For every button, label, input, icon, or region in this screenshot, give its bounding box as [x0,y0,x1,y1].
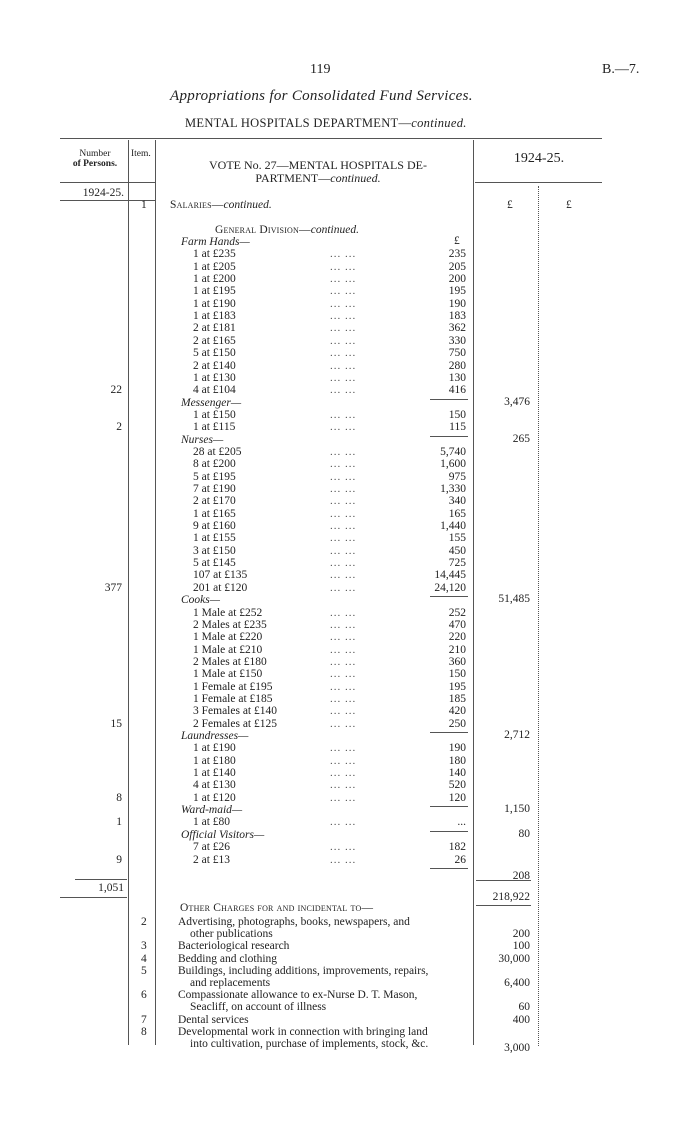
department-title: MENTAL HOSPITALS DEPARTMENT—continued. [185,116,467,130]
salary-row-label: 1 Male at £252 [193,606,263,619]
leader-dots: ... ... [330,754,357,767]
salary-row-amount: 520 [448,779,466,792]
leader-dots: ... ... [330,334,357,347]
salary-row-amount: 190 [448,297,466,310]
leader-dots: ... ... [330,359,357,372]
leader-dots: ... ... [330,779,357,792]
salary-row-label: 7 at £26 [193,841,231,854]
item-column-left-rule [128,140,129,1045]
salary-row-amount: 26 [454,853,466,866]
salary-row-label: 1 at £205 [193,260,236,273]
leader-dots: ... ... [330,483,357,495]
header-rule [60,138,602,139]
salary-row-label: 8 at £200 [193,458,236,471]
group-subtotal: 80 [518,827,530,840]
salary-row-amount: 182 [448,841,466,854]
salary-row-label: 2 at £170 [193,495,236,508]
leader-dots: ... ... [330,347,357,360]
group-amount-rule [430,732,468,733]
salary-row-label: 2 at £165 [193,334,236,347]
salary-row-label: 1 at £200 [193,273,236,286]
item-column-right-rule [155,140,156,1045]
salaries-total-rule-top [476,880,531,881]
salaries-total: 218,922 [492,891,530,903]
leader-dots: ... ... [330,618,357,631]
group-amount-rule [430,806,468,807]
leader-dots: ... ... [330,816,357,829]
charge-amount: 60 [518,1001,530,1014]
page-number: 119 [310,62,331,77]
leader-dots: ... ... [330,841,357,854]
group-title: Official Visitors— [181,828,265,841]
salary-row-amount: 14,445 [434,569,466,582]
leader-dots: ... ... [330,581,357,594]
leader-dots: ... ... [330,297,357,310]
charge-amount: 200 [512,928,530,941]
number-of-persons-header: Number of Persons. [72,149,118,169]
leader-dots: ... ... [330,260,357,273]
charge-description-line: Bedding and clothing [178,952,278,965]
salary-row-amount: 150 [448,408,466,421]
charge-description-line: Advertising, photographs, books, newspapers, and [178,916,410,928]
salary-row-label: 1 at £165 [193,507,236,520]
salary-row-amount: 1,440 [440,520,466,533]
leader-dots: ... ... [330,322,357,335]
salary-row-label: 1 Female at £185 [193,692,273,705]
leader-dots: ... ... [330,520,357,533]
group-title: Cooks— [181,594,220,607]
salary-row-label: 1 at £235 [193,248,236,261]
leader-dots: ... ... [330,544,357,557]
leader-dots: ... ... [330,606,357,619]
group-title: Farm Hands— [181,236,250,248]
persons-total: 1,051 [98,882,124,894]
salary-row-label: 1 at £180 [193,754,236,767]
salary-row-amount: 120 [448,791,466,804]
leader-dots: ... ... [330,458,357,471]
group-subtotal: 1,150 [504,803,530,816]
salary-row-label: 7 at £190 [193,483,236,495]
salary-row-label: 107 at £135 [193,569,248,582]
salary-row-amount: 140 [448,767,466,780]
leader-dots: ... ... [330,569,357,582]
general-division-heading: General Division—continued. [215,224,359,236]
salary-row-label: 1 at £130 [193,371,236,384]
salary-row-label: 1 Male at £220 [193,631,263,644]
salary-row-amount: 330 [448,334,466,347]
pound-sign-total: £ [566,199,572,211]
salary-row-label: 2 Males at £235 [193,618,267,631]
leader-dots: ... ... [330,421,357,434]
salary-row-amount: 115 [449,421,466,434]
salary-row-label: 1 at £190 [193,742,236,755]
group-amount-rule [430,831,468,832]
salary-row-label: 1 at £183 [193,310,236,323]
charge-description-line: and replacements [190,977,271,989]
group-persons-count: 22 [110,384,122,397]
left-header-rule [60,182,155,183]
charge-item-number: 3 [141,940,147,953]
salary-row-amount: 195 [448,680,466,693]
group-title: Messenger— [181,396,242,409]
salary-row-label: 5 at £145 [193,557,236,570]
group-title: Nurses— [181,433,224,446]
leader-dots: ... ... [330,507,357,520]
salary-row-amount: 165 [448,507,466,520]
charge-item-number: 7 [141,1013,147,1026]
group-amount-rule [430,436,468,437]
other-charges-heading: Other Charges for and incidental to— [180,902,374,914]
salary-row-label: 1 at £80 [193,816,231,829]
salary-row-label: 3 at £150 [193,544,236,557]
salary-row-label: 2 at £181 [193,322,236,335]
salary-row-amount: 360 [448,655,466,668]
salaries-heading: Salaries—continued. [170,199,272,211]
charge-amount: 30,000 [498,952,530,965]
salary-row-amount: 420 [448,705,466,718]
leader-dots: ... ... [330,655,357,668]
salary-row-label: 4 at £130 [193,779,236,792]
salary-row-amount: 250 [448,717,466,730]
salary-row-label: 2 at £140 [193,359,236,372]
leader-dots: ... ... [330,532,357,545]
salary-row-label: 1 at £190 [193,297,236,310]
salary-row-amount: 185 [448,692,466,705]
salary-row-amount: 975 [448,470,466,483]
leader-dots: ... ... [330,470,357,483]
group-amount-rule [430,868,468,869]
salaries-total-rule-bottom [476,905,531,906]
salary-row-amount: 195 [448,285,466,298]
group-subtotal: 2,712 [504,729,530,741]
charge-amount: 400 [512,1013,530,1026]
group-subtotal: 51,485 [498,593,530,606]
group-persons-count: 15 [110,717,122,730]
salary-row-amount: 362 [448,322,466,335]
salary-row-label: 4 at £104 [193,384,236,397]
salary-row-label: 1 Male at £210 [193,643,263,656]
salary-row-label: 2 at £13 [193,853,231,866]
leader-dots: ... ... [330,643,357,656]
charge-item-number: 5 [141,964,147,977]
salary-row-amount: 252 [448,606,466,619]
group-persons-count: 9 [116,853,122,866]
salary-row-amount: 205 [448,260,466,273]
salary-row-amount: 130 [448,371,466,384]
salary-row-label: 1 Female at £195 [193,680,273,693]
leader-dots: ... ... [330,692,357,705]
charge-description-line: Dental services [178,1013,249,1026]
leader-dots: ... ... [330,767,357,780]
group-subtotal: 208 [512,869,530,882]
charge-description-line: other publications [190,928,273,941]
charge-item-number: 4 [141,952,147,965]
salary-row-amount: 1,600 [440,458,466,471]
charge-item-number: 2 [141,916,147,928]
leader-dots: ... ... [330,248,357,261]
salary-row-amount: 470 [448,618,466,631]
vote-heading: VOTE No. 27—MENTAL HOSPITALS DE- PARTMENT—continued. [209,158,427,185]
group-persons-count: 1 [116,816,122,829]
group-amount-rule [430,399,468,400]
charge-description-line: into cultivation, purchase of implements, stock, &c. [190,1038,429,1050]
leader-dots: ... ... [330,791,357,804]
group-subtotal: 3,476 [504,395,530,408]
charge-amount: 6,400 [504,977,530,989]
salary-row-label: 1 at £150 [193,408,236,421]
subtotal-column-rule [538,186,539,1046]
salary-row-amount: 210 [448,643,466,656]
leader-dots: ... ... [330,408,357,421]
leader-dots: ... ... [330,705,357,718]
salary-row-amount: 5,740 [440,445,466,458]
group-subtotal: 265 [512,432,530,445]
salary-row-amount: 725 [448,557,466,570]
salary-row-label: 1 at £120 [193,791,236,804]
salary-row-amount: 150 [448,668,466,681]
leader-dots: ... ... [330,310,357,323]
salary-row-label: 2 Males at £180 [193,655,267,668]
salary-row-amount: 750 [448,347,466,360]
salary-row-label: 1 at £115 [193,421,236,434]
salary-row-amount: 220 [448,631,466,644]
salary-row-amount: 180 [448,754,466,767]
group-title: Laundresses— [181,730,249,742]
item-header: Item. [131,149,151,159]
leader-dots: ... ... [330,680,357,693]
salary-row-amount: 24,120 [434,581,466,594]
salary-row-label: 5 at £195 [193,470,236,483]
salary-row-label: 9 at £160 [193,520,236,533]
group-title: Ward-maid— [181,804,243,817]
salary-row-amount: ... [457,816,466,829]
charge-amount: 3,000 [504,1042,530,1054]
salary-row-amount: 183 [448,310,466,323]
page-title: Appropriations for Consolidated Fund Services. [170,88,473,104]
leader-dots: ... ... [330,717,357,730]
salaries-item-number: 1 [141,199,147,211]
salary-row-amount: 200 [448,273,466,286]
leader-dots: ... ... [330,853,357,866]
salary-row-amount: 340 [448,495,466,508]
group-persons-count: 377 [104,581,122,594]
pound-sign-subtotal: £ [507,199,513,211]
group-amount-rule [430,596,468,597]
leader-dots: ... ... [330,631,357,644]
salary-row-label: 28 at £205 [193,445,242,458]
group-persons-count: 8 [116,791,122,804]
salary-row-label: 1 at £195 [193,285,236,298]
salary-row-amount: 190 [448,742,466,755]
leader-dots: ... ... [330,495,357,508]
charge-description-line: Compassionate allowance to ex-Nurse D. T. Mason, [178,989,418,1002]
salary-row-amount: 450 [448,544,466,557]
leader-dots: ... ... [330,445,357,458]
salary-row-amount: 416 [448,384,466,397]
year-header-left: 1924-25. [82,187,124,199]
right-header-rule [475,182,602,183]
charge-description-line: Seacliff, on account of illness [190,1001,327,1014]
leader-dots: ... ... [330,742,357,755]
charge-description-line: Bacteriological research [178,940,290,953]
salary-row-label: 201 at £120 [193,581,248,594]
salary-row-label: 5 at £150 [193,347,236,360]
leader-dots: ... ... [330,668,357,681]
charge-amount: 100 [512,940,530,953]
leader-dots: ... ... [330,371,357,384]
leader-dots: ... ... [330,384,357,397]
charge-item-number: 8 [141,1025,147,1038]
document-reference: B.—7. [602,62,640,77]
salary-row-label: 2 Females at £125 [193,717,277,730]
salary-row-amount: 280 [448,359,466,372]
year-header-right: 1924-25. [513,151,565,166]
charge-description-line: Buildings, including additions, improvements, repairs, [178,964,429,977]
salary-row-label: 1 Male at £150 [193,668,263,681]
salary-row-label: 3 Females at £140 [193,705,277,718]
persons-total-rule-top [75,879,127,880]
charge-description-line: Developmental work in connection with bringing land [178,1025,428,1038]
salary-row-amount: 155 [448,532,466,545]
salary-row-amount: 1,330 [440,483,466,495]
salary-row-amount: 235 [448,248,466,261]
pound-sign-detail: £ [454,235,460,247]
charge-item-number: 6 [141,989,147,1002]
leader-dots: ... ... [330,285,357,298]
salary-row-label: 1 at £155 [193,532,236,545]
salary-row-label: 1 at £140 [193,767,236,780]
leader-dots: ... ... [330,273,357,286]
group-persons-count: 2 [116,421,122,434]
leader-dots: ... ... [330,557,357,570]
persons-total-rule-bottom [60,897,127,898]
